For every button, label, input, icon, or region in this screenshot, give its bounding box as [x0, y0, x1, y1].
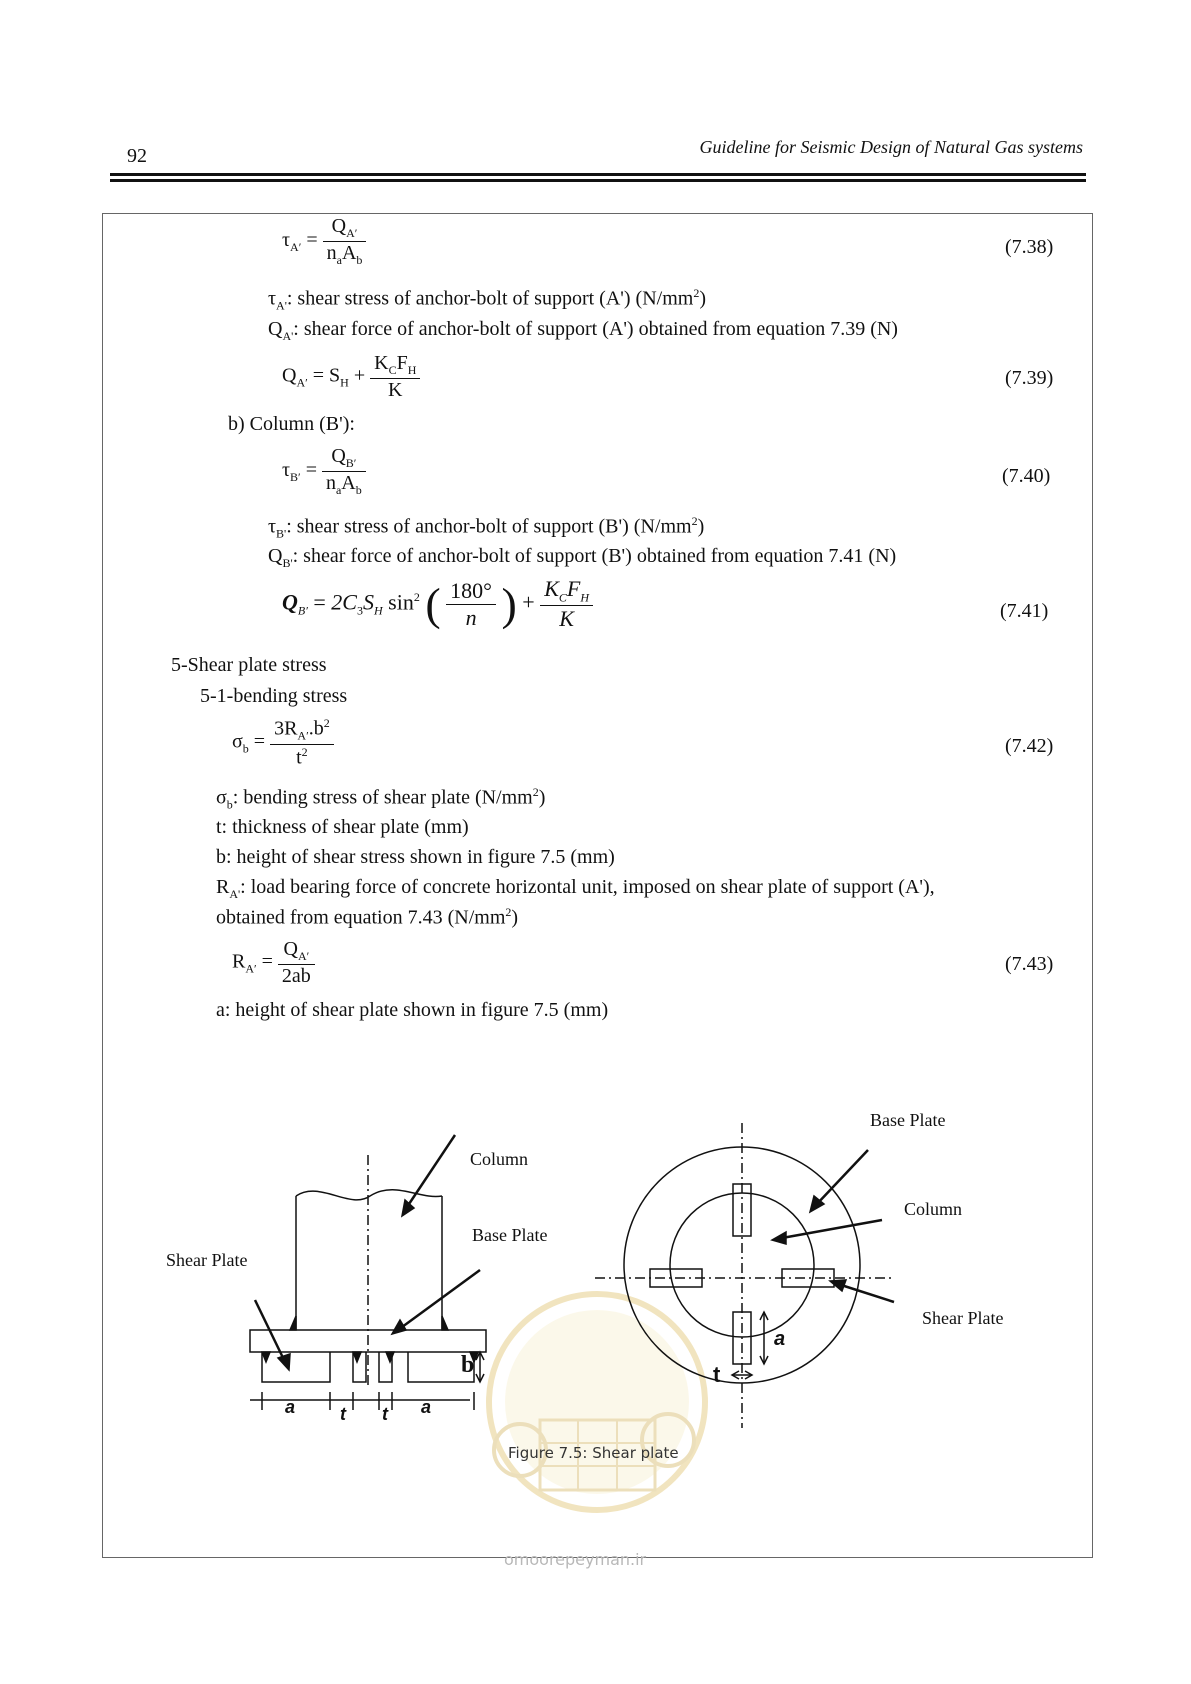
dim-a1: a — [285, 1397, 296, 1417]
column-b-heading: b) Column (B'): — [228, 413, 355, 435]
section-5-heading: 5-Shear plate stress — [171, 654, 327, 676]
shear-plate-arrow — [838, 1284, 894, 1302]
tau-b-definition: $\tau_{B'}$: shear stress of anchor-bolt of support (B') $(N/mm^2)$ — [268, 514, 705, 541]
label-column-left: Column — [470, 1149, 529, 1169]
base-plate-arrow — [816, 1150, 868, 1205]
label-shear-plate-right: Shear Plate — [922, 1308, 1004, 1328]
label-base-plate-left: Base Plate — [472, 1225, 548, 1245]
base-plate-arrow — [398, 1270, 480, 1330]
equation-7-43: $R_{A'}$ = $\frac{Q_{A'}}{2ab}$ — [232, 938, 315, 988]
equation-7-41: $Q_{B'} = 2C_3S_H$ $\sin^2$ ( $\frac{180^\circ}{n}$ ) + $\frac{K_CF_H}{K}$ — [282, 576, 593, 632]
weld-mark — [353, 1352, 361, 1362]
sigma-definition: $\sigma_b$: bending stress of shear plate $(N/mm^2)$ — [216, 785, 546, 812]
equation-7-40: $\tau_{B'}$ = $\frac{Q_{B'}}{n_aA_b}$ — [282, 445, 366, 498]
a-definition: a: height of shear plate shown in figure 7.5 (mm) — [216, 999, 609, 1021]
equation-number-7-40: (7.40) — [1002, 465, 1051, 487]
ra-definition-continued: obtained from equation 7.43 $(N/mm^2)$ — [216, 905, 519, 929]
shear-plate-left — [262, 1352, 330, 1382]
dim-t1: t — [340, 1404, 346, 1424]
label-base-plate-right: Base Plate — [870, 1110, 946, 1130]
equation-7-39: $Q_{A'} = S_H$ + $\frac{K_CF_H}{K}$ — [282, 352, 420, 402]
dim-a-right: a — [774, 1328, 786, 1350]
equation-number-7-41: (7.41) — [1000, 600, 1049, 622]
equation-number-7-39: (7.39) — [1005, 367, 1054, 389]
equation-number-7-43: (7.43) — [1005, 953, 1054, 975]
dim-t2: t — [382, 1404, 388, 1424]
weld-mark — [442, 1316, 448, 1330]
watermark-url: omoorepeyman.ir — [504, 1550, 647, 1569]
tau-a-definition: $\tau_{A'}$: shear stress of anchor-bolt of support (A') $(N/mm^2)$ — [268, 286, 706, 313]
equation-number-7-42: (7.42) — [1005, 735, 1054, 757]
running-header-title: Guideline for Seismic Design of Natural Gas systems — [699, 137, 1083, 157]
ra-definition: $R_{A'}$: load bearing force of concrete horizontal unit, imposed on shear plate of support (A'), — [216, 876, 935, 901]
side-view — [250, 1135, 486, 1410]
dim-t-right: t — [713, 1362, 721, 1387]
column-break-line — [296, 1190, 442, 1200]
b-definition: b: height of shear stress shown in figure 7.5 (mm) — [216, 846, 615, 868]
arrowhead — [830, 1280, 846, 1291]
arrowhead — [278, 1354, 290, 1370]
weld-mark — [290, 1316, 296, 1330]
equation-number-7-38: (7.38) — [1005, 236, 1054, 258]
arrowhead — [402, 1200, 414, 1216]
weld-mark — [386, 1352, 394, 1362]
q-b-definition: $Q_{B'}$: shear force of anchor-bolt of support (B') obtained from equation 7.41 (N) — [268, 545, 897, 570]
column-arrow — [405, 1135, 455, 1210]
dim-b: b — [461, 1352, 475, 1378]
weld-mark — [262, 1352, 270, 1362]
t-definition: t: thickness of shear plate (mm) — [216, 816, 469, 838]
label-column-right: Column — [904, 1199, 963, 1219]
arrowhead — [772, 1232, 786, 1244]
watermark-seal — [489, 1294, 705, 1510]
q-a-definition: $Q_{A'}$: shear force of anchor-bolt of support (A') obtained from equation 7.39 (N) — [268, 318, 898, 343]
page-number: 92 — [127, 145, 147, 167]
section-5-1-heading: 5-1-bending stress — [200, 685, 348, 707]
dim-a2: a — [421, 1397, 432, 1417]
arrowhead — [392, 1320, 406, 1334]
column-arrow — [782, 1220, 882, 1238]
label-shear-plate-left: Shear Plate — [166, 1250, 248, 1270]
shear-plate-arrow — [255, 1300, 286, 1364]
equation-7-42: $\sigma_b$ = $\frac{3R_{A'}.b^2}{t^2}$ — [232, 716, 334, 769]
equation-7-38: $\tau_{A'}$ = $\frac{Q_{A'}}{n_aA_b}$ — [282, 215, 366, 268]
figure-caption: Figure 7.5: Shear plate — [508, 1444, 679, 1462]
